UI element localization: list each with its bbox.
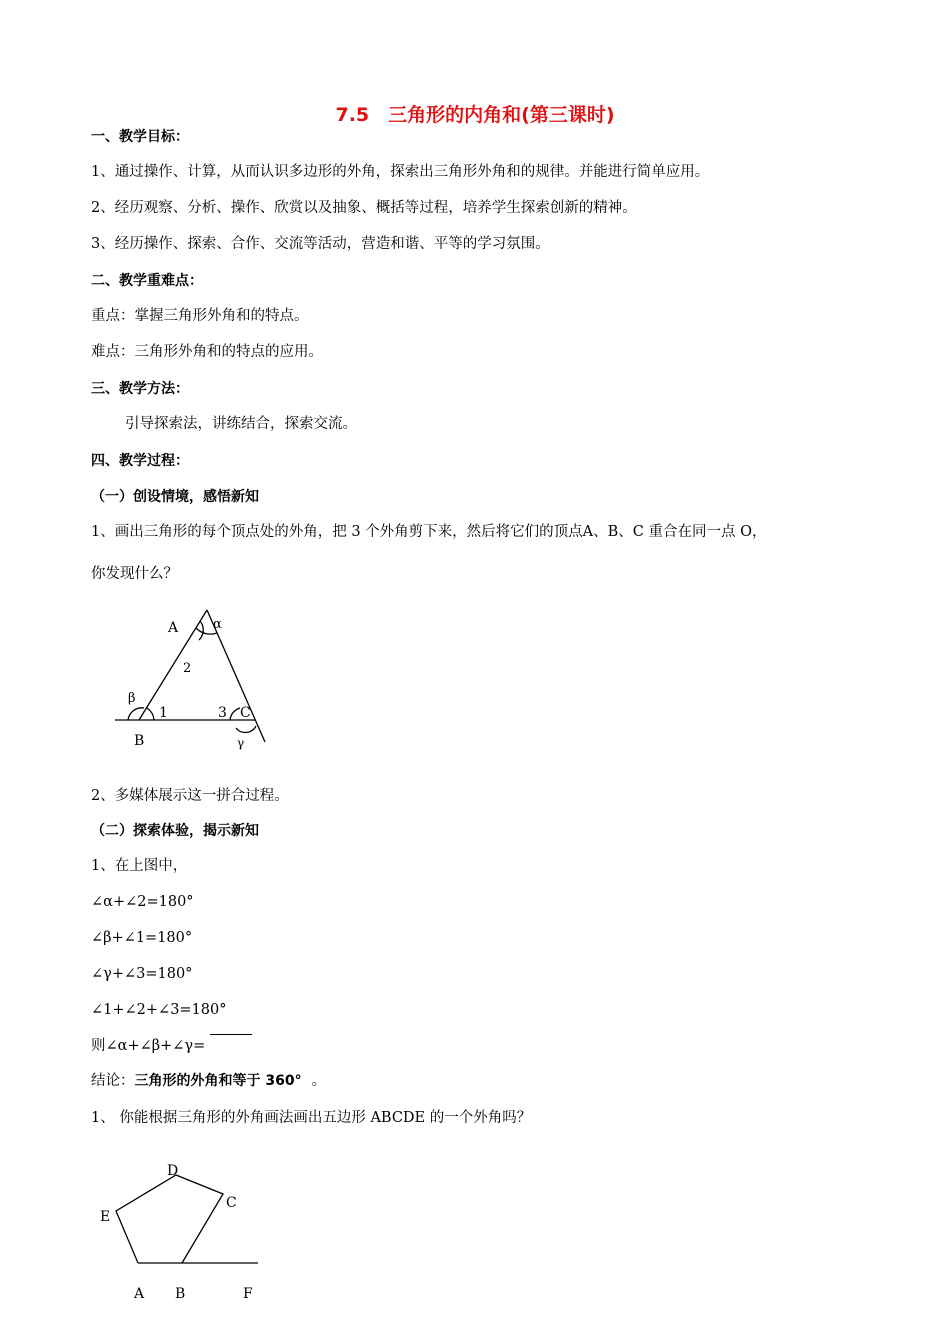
section-heading-objectives: 一、教学目标： bbox=[91, 129, 189, 145]
question-2: 2、多媒体展示这一拼合过程。 bbox=[91, 788, 289, 804]
label-C: C bbox=[240, 705, 251, 721]
section-heading-method: 三、教学方法： bbox=[91, 381, 189, 397]
label-beta: β bbox=[128, 691, 136, 706]
page-title: 7.5 三角形的内角和(第三课时) bbox=[335, 104, 615, 126]
angle-gamma-arc bbox=[236, 726, 256, 732]
conclusion-label: 结论： bbox=[91, 1073, 135, 1089]
label-E: E bbox=[100, 1209, 111, 1225]
question-1-line-1: 1、画出三角形的每个顶点处的外角，把 3 个外角剪下来，然后将它们的顶点A、B、C 重合在同一点 O， bbox=[91, 524, 767, 540]
conclusion-text: 三角形的外角和等于 360° bbox=[134, 1073, 302, 1089]
triangle-exterior-angle-figure bbox=[100, 600, 280, 760]
equation-5-row bbox=[91, 1036, 252, 1056]
label-A: A bbox=[168, 620, 179, 636]
label-alpha: α bbox=[213, 617, 222, 632]
pentagon-outline bbox=[116, 1175, 223, 1263]
difficult-point: 难点：三角形外角和的特点的应用。 bbox=[91, 344, 323, 360]
pentagon-question: 1、 你能根据三角形的外角画法画出五边形 ABCDE 的一个外角吗？ bbox=[91, 1110, 532, 1126]
section-heading-key-points: 二、教学重难点： bbox=[91, 273, 203, 289]
label-1: 1 bbox=[159, 705, 168, 721]
label-B: B bbox=[175, 1286, 186, 1302]
label-3: 3 bbox=[218, 705, 227, 721]
subsection-heading-1: （一）创设情境，感悟新知 bbox=[91, 489, 259, 505]
label-F: F bbox=[243, 1286, 253, 1302]
label-2: 2 bbox=[183, 661, 192, 676]
explore-intro: 1、在上图中， bbox=[91, 858, 188, 874]
conclusion-row bbox=[91, 1071, 326, 1091]
pentagon-abcde-figure bbox=[90, 1155, 280, 1305]
answer-blank bbox=[210, 1034, 252, 1036]
objective-item-1: 1、通过操作、计算，从而认识多边形的外角，探索出三角形外角和的规律。并能进行简单应用。 bbox=[91, 164, 710, 180]
method-text: 引导探索法，讲练结合，探索交流。 bbox=[125, 416, 357, 432]
angle-1-arc bbox=[147, 708, 154, 720]
equation-3: ∠γ+∠3=180° bbox=[91, 966, 193, 982]
subsection-heading-2: （二）探索体验，揭示新知 bbox=[91, 823, 259, 839]
equation-1: ∠α+∠2=180° bbox=[91, 894, 194, 910]
question-1-line-2: 你发现什么？ bbox=[91, 566, 178, 582]
equation-2: ∠β+∠1=180° bbox=[91, 930, 193, 946]
label-C: C bbox=[226, 1195, 237, 1211]
label-A: A bbox=[134, 1286, 145, 1302]
label-B: B bbox=[134, 733, 145, 749]
section-heading-process: 四、教学过程： bbox=[91, 453, 189, 469]
angle-beta-arc bbox=[128, 708, 144, 720]
equation-5: 则∠α+∠β+∠γ= bbox=[91, 1038, 206, 1054]
label-gamma: γ bbox=[237, 736, 245, 750]
key-point: 重点：掌握三角形外角和的特点。 bbox=[91, 308, 309, 324]
angle-3-arc bbox=[230, 708, 240, 720]
objective-item-3: 3、经历操作、探索、合作、交流等活动，营造和谐、平等的学习氛围。 bbox=[91, 236, 550, 252]
conclusion-end: 。 bbox=[311, 1073, 327, 1089]
label-D: D bbox=[167, 1163, 179, 1179]
equation-4: ∠1+∠2+∠3=180° bbox=[91, 1002, 227, 1018]
objective-item-2: 2、经历观察、分析、操作、欣赏以及抽象、概括等过程，培养学生探索创新的精神。 bbox=[91, 200, 637, 216]
